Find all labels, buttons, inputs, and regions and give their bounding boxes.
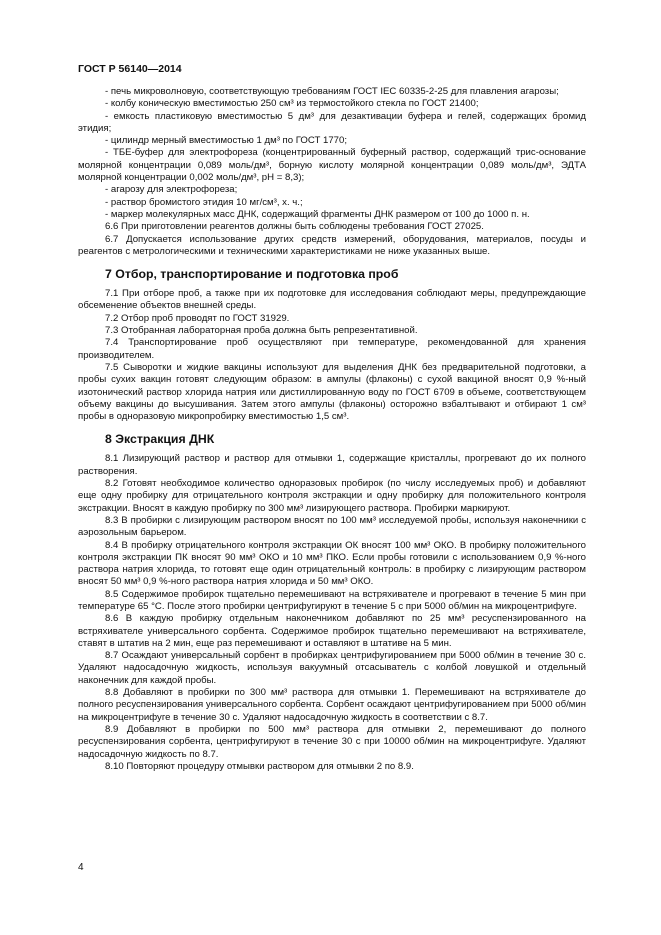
paragraph: 6.6 При приготовлении реагентов должны быть соблюдены требования ГОСТ 27025. bbox=[105, 221, 484, 233]
section-heading: 7 Отбор, транспортирование и подготовка проб bbox=[105, 267, 399, 282]
paragraph: 8.4 В пробирку отрицательного контроля экстракции ОК вносят 100 мм³ ОКО. В пробирку положительного контроля экстракции ПК вносят 90 мм³ ОКО и 10 мм³ ПКО. Если пробы готовили с использованием 0,9 %-ного раствора натрия хлорида, то готовят еще один отрицательный контроль: в пробирку с лизирующим раствором вносят 50 мм³ 0,9 %-ного раствора натрия хлорида и 50 мм³ ОКО. bbox=[78, 539, 586, 588]
document-header: ГОСТ Р 56140—2014 bbox=[78, 63, 182, 75]
paragraph: 8.8 Добавляют в пробирки по 300 мм³ раствора для отмывки 1. Перемешивают на встряхивателе до полного ресуспензирования универсального сорбента. Сорбент осаждают центрифугированием при 5000 об/мин на микроцентрифуге в течение 30 с. Удаляют надосадочную жидкость в соответствии с 8.7. bbox=[78, 687, 586, 723]
paragraph: 7.4 Транспортирование проб осуществляют при температуре, рекомендованной для хранения производителем. bbox=[78, 337, 586, 361]
paragraph: - агарозу для электрофореза; bbox=[105, 184, 238, 196]
page-number: 4 bbox=[78, 862, 84, 873]
paragraph: - ТБЕ-буфер для электрофореза (концентрированный буферный раствор, содержащий трис-основание молярной концентрации 0,089 моль/дм³, борную кислоту молярной концентрации 0,089 моль/дм³, ЭДТА молярной концентрации 0,002 моль/дм³, рН = 8,3); bbox=[78, 147, 586, 184]
paragraph: 8.10 Повторяют процедуру отмывки раствором для отмывки 2 по 8.9. bbox=[105, 760, 414, 772]
paragraph: 8.1 Лизирующий раствор и раствор для отмывки 1, содержащие кристаллы, прогревают до их полного растворения. bbox=[78, 453, 586, 477]
paragraph: 7.1 При отборе проб, а также при их подготовке для исследования соблюдают меры, предупреждающие обсеменение объектов внешней среды. bbox=[78, 288, 586, 312]
document-body bbox=[78, 86, 586, 773]
paragraph: - маркер молекулярных масс ДНК, содержащий фрагменты ДНК размером от 100 до 1000 п. н. bbox=[105, 208, 530, 220]
paragraph: - цилиндр мерный вместимостью 1 дм³ по ГОСТ 1770; bbox=[105, 135, 348, 147]
paragraph: 7.2 Отбор проб проводят по ГОСТ 31929. bbox=[105, 312, 290, 324]
paragraph: 8.2 Готовят необходимое количество одноразовых пробирок (по числу исследуемых проб) и добавляют еще одну пробирку для отрицательного контроля экстракции и одну пробирку для положительного контроля экстракции. Вносят в каждую пробирку по 300 мм³ лизирующего раствора. Пробирки маркируют. bbox=[78, 478, 586, 514]
paragraph: - емкость пластиковую вместимостью 5 дм³ для дезактивации буфера и гелей, содержащих бромид этидия; bbox=[78, 110, 586, 134]
paragraph: 8.9 Добавляют в пробирки по 500 мм³ раствора для отмывки 2, перемешивают до полного ресуспензирования сорбента, центрифугируют в течение 30 с при 10000 об/мин на микроцентрифуге. Удаляют надосадочную жидкость по 8.7. bbox=[78, 723, 586, 760]
paragraph: 8.6 В каждую пробирку отдельным наконечником добавляют по 25 мм³ ресуспензированного на встряхивателе универсального сорбента. Содержимое пробирок тщательно перемешивают на встряхивателе, ставят в штатив на 2 мин, еще раз перемешивают и оставляют в штативе на 5 мин. bbox=[78, 613, 586, 649]
paragraph: 7.5 Сыворотки и жидкие вакцины используют для выделения ДНК без предварительной подготовки, а пробы сухих вакцин готовят следующим образом: в ампулы (флаконы) с сухой вакциной вносят 0,9 %-ный изотонический раствор хлорида натрия или дистиллированную воду по ГОСТ 6709 в объеме, соответствующем объему вакцины до высушивания. Затем этого ампулы (флаконы) осторожно взбалтывают и отбирают 1 см³ пробы в одноразовую микропробирку вместимостью 1,5 см³. bbox=[78, 361, 586, 423]
paragraph: - печь микроволновую, соответствующую требованиям ГОСТ IEC 60335-2-25 для плавления агарозы; bbox=[105, 86, 559, 97]
paragraph: 6.7 Допускается использование других средств измерений, оборудования, материалов, посуды и реагентов с метрологическими и техническими характеристиками не ниже указанных выше. bbox=[78, 233, 586, 257]
paragraph: 7.3 Отобранная лабораторная проба должна быть репрезентативной. bbox=[105, 325, 418, 337]
paragraph: 8.5 Содержимое пробирок тщательно перемешивают на встряхивателе и прогревают в течение 5 мин при температуре 65 °С. После этого пробирки центрифугируют в течение 5 с при 5000 об/мин на микроцентрифуге. bbox=[78, 588, 586, 612]
paragraph: 8.7 Осаждают универсальный сорбент в пробирках центрифугированием при 5000 об/мин в течение 30 с. Удаляют надосадочную жидкость, используя вакуумный отсасыватель с колбой ловушкой и отдельный наконечник для каждой пробы. bbox=[78, 650, 586, 686]
paragraph: - колбу коническую вместимостью 250 см³ из термостойкого стекла по ГОСТ 21400; bbox=[105, 98, 479, 110]
section-heading: 8 Экстракция ДНК bbox=[105, 432, 215, 447]
paragraph: - раствор бромистого этидия 10 мг/см³, х. ч.; bbox=[105, 196, 303, 208]
paragraph: 8.3 В пробирки с лизирующим раствором вносят по 100 мм³ исследуемой пробы, используя наконечники с аэрозольным барьером. bbox=[78, 514, 586, 539]
